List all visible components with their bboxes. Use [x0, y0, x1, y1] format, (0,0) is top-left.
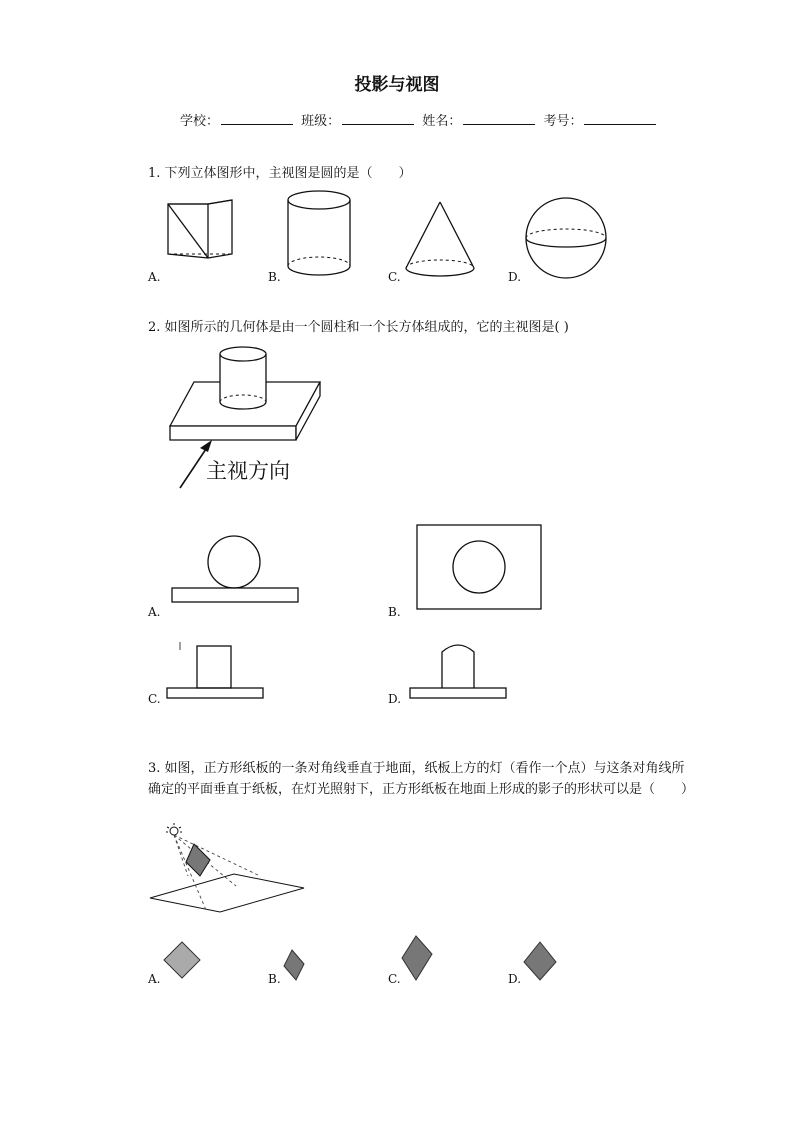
q3-option-c-figure	[400, 934, 440, 984]
q2-option-d-figure	[406, 638, 510, 702]
question-1-text: 下列立体图形中，主视图是圆的是（ ）	[164, 166, 412, 181]
q3-option-d-figure	[522, 940, 562, 984]
question-1	[148, 162, 412, 181]
q1-option-d[interactable]: D.	[508, 270, 522, 284]
question-1-number: 1.	[148, 166, 161, 181]
question-2-number: 2.	[148, 320, 161, 335]
question-3-text: 如图，正方形纸板的一条对角线垂直于地面，纸板上方的灯（看作一个点）与这条对角线所确定的平面垂直于纸板，在灯光照射下，正方形纸板在地面上形成的影子的形状可以是（ ）	[148, 761, 695, 797]
q2-geometry-figure	[160, 340, 330, 500]
question-2	[148, 316, 569, 335]
q2-option-c[interactable]: C.	[148, 692, 161, 706]
question-3	[148, 758, 695, 800]
q1-cylinder-figure	[284, 188, 356, 280]
page-title: 投影与视图	[354, 75, 440, 95]
q3-option-a-figure	[162, 940, 206, 984]
q1-option-c[interactable]: C.	[388, 270, 401, 284]
q2-option-a-figure	[168, 536, 300, 606]
q3-option-a[interactable]: A.	[148, 972, 161, 986]
question-3-number: 3.	[148, 761, 161, 776]
q1-option-b[interactable]: B.	[268, 270, 281, 284]
class-blank[interactable]	[342, 112, 414, 125]
q3-option-b[interactable]: B.	[268, 972, 281, 986]
question-2-text: 如图所示的几何体是由一个圆柱和一个长方体组成的，它的主视图是( )	[164, 320, 569, 335]
q3-option-c[interactable]: C.	[388, 972, 401, 986]
exam-number-label: 考号：	[543, 114, 583, 129]
q3-option-b-figure	[282, 948, 312, 984]
q1-option-a[interactable]: A.	[148, 270, 161, 284]
school-blank[interactable]	[221, 112, 293, 125]
q2-option-d[interactable]: D.	[388, 692, 402, 706]
q2-option-a[interactable]: A.	[148, 605, 161, 619]
q2-option-b-figure	[414, 522, 546, 612]
name-label: 姓名：	[422, 114, 462, 129]
view-direction-label: 主视方向	[206, 459, 290, 483]
q1-triangular-prism-figure	[160, 196, 240, 266]
q2-option-b[interactable]: B.	[388, 605, 401, 619]
school-label: 学校：	[180, 114, 220, 129]
q1-sphere-figure	[522, 196, 612, 280]
name-blank[interactable]	[463, 112, 535, 125]
class-label: 班级：	[301, 114, 341, 129]
q1-cone-figure	[402, 198, 482, 280]
q2-option-c-figure	[164, 640, 268, 702]
student-info-line	[180, 110, 660, 129]
exam-number-blank[interactable]	[584, 112, 656, 125]
q3-lamp-shadow-figure	[148, 822, 310, 918]
q3-option-d[interactable]: D.	[508, 972, 522, 986]
